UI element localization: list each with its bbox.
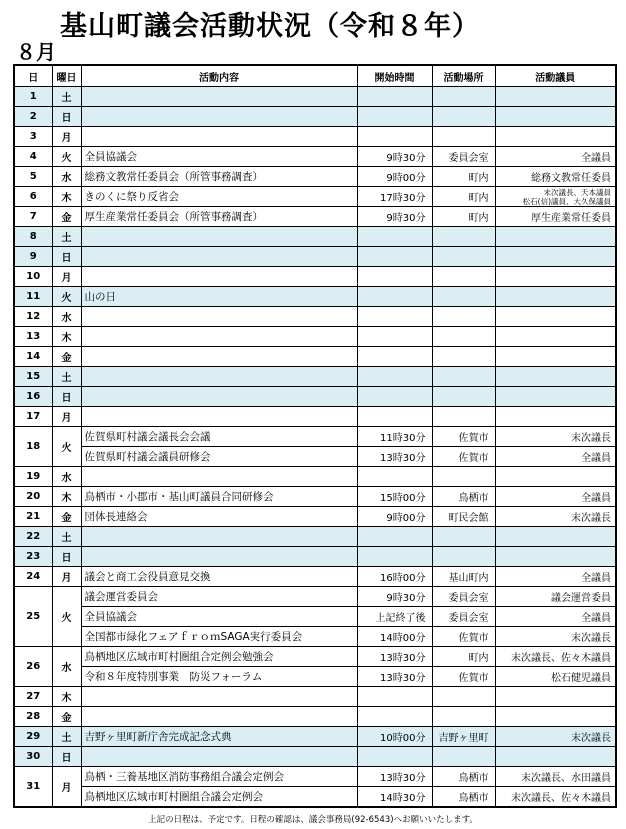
members-cell xyxy=(495,407,616,427)
start-time-cell xyxy=(357,687,432,707)
activity-cell xyxy=(81,547,357,567)
activity-cell xyxy=(81,707,357,727)
place-cell: 基山町内 xyxy=(432,567,495,587)
place-cell xyxy=(432,527,495,547)
place-cell xyxy=(432,247,495,267)
table-row xyxy=(14,147,616,167)
table-row xyxy=(14,387,616,407)
day-cell: 22 xyxy=(14,527,52,547)
members-cell xyxy=(495,87,616,107)
day-cell: 4 xyxy=(14,147,52,167)
place-cell xyxy=(432,387,495,407)
day-cell: 25 xyxy=(14,587,52,647)
activity-cell xyxy=(81,327,357,347)
weekday-cell: 木 xyxy=(52,687,81,707)
day-cell: 11 xyxy=(14,287,52,307)
members-cell: 全議員 xyxy=(495,607,616,627)
activity-cell xyxy=(81,307,357,327)
table-row xyxy=(14,747,616,767)
place-cell: 鳥栖市 xyxy=(432,767,495,787)
place-cell: 鳥栖市 xyxy=(432,487,495,507)
day-cell: 1 xyxy=(14,87,52,107)
weekday-cell: 日 xyxy=(52,107,81,127)
weekday-cell: 水 xyxy=(52,467,81,487)
start-time-cell: 14時30分 xyxy=(357,787,432,808)
place-cell xyxy=(432,707,495,727)
start-time-cell xyxy=(357,407,432,427)
day-cell: 5 xyxy=(14,167,52,187)
start-time-cell: 13時30分 xyxy=(357,447,432,467)
table-row xyxy=(14,687,616,707)
weekday-cell: 木 xyxy=(52,487,81,507)
table-row xyxy=(14,427,616,447)
start-time-cell: 13時30分 xyxy=(357,647,432,667)
members-cell xyxy=(495,187,616,207)
weekday-cell: 土 xyxy=(52,527,81,547)
table-row xyxy=(14,787,616,808)
day-cell: 21 xyxy=(14,507,52,527)
weekday-cell: 金 xyxy=(52,707,81,727)
start-time-cell: 16時00分 xyxy=(357,567,432,587)
table-row xyxy=(14,667,616,687)
start-time-cell xyxy=(357,387,432,407)
table-row xyxy=(14,627,616,647)
day-cell: 9 xyxy=(14,247,52,267)
members-cell: 厚生産業常任委員 xyxy=(495,207,616,227)
weekday-cell: 日 xyxy=(52,747,81,767)
activity-cell: 山の日 xyxy=(81,287,357,307)
table-row xyxy=(14,507,616,527)
members-cell xyxy=(495,267,616,287)
header-members: 活動議員 xyxy=(495,65,616,87)
table-row xyxy=(14,187,616,207)
start-time-cell xyxy=(357,307,432,327)
place-cell: 町内 xyxy=(432,647,495,667)
start-time-cell: 13時30分 xyxy=(357,667,432,687)
weekday-cell: 土 xyxy=(52,227,81,247)
members-cell xyxy=(495,467,616,487)
activity-cell: 団体長連絡会 xyxy=(81,507,357,527)
table-row xyxy=(14,567,616,587)
members-cell xyxy=(495,347,616,367)
start-time-cell: 9時30分 xyxy=(357,147,432,167)
table-row xyxy=(14,87,616,107)
members-cell: 総務文教常任委員 xyxy=(495,167,616,187)
header-activity: 活動内容 xyxy=(81,65,357,87)
day-cell: 28 xyxy=(14,707,52,727)
members-cell: 全議員 xyxy=(495,487,616,507)
start-time-cell xyxy=(357,547,432,567)
day-cell: 8 xyxy=(14,227,52,247)
members-line: 松石(信)議員、大久保議員 xyxy=(522,196,611,206)
members-cell xyxy=(495,227,616,247)
start-time-cell: 11時30分 xyxy=(357,427,432,447)
place-cell xyxy=(432,467,495,487)
place-cell: 鳥栖市 xyxy=(432,787,495,808)
table-row xyxy=(14,547,616,567)
table-row xyxy=(14,207,616,227)
place-cell: 町内 xyxy=(432,187,495,207)
table-row xyxy=(14,247,616,267)
activity-cell xyxy=(81,407,357,427)
start-time-cell xyxy=(357,367,432,387)
table-row xyxy=(14,447,616,467)
table-row xyxy=(14,587,616,607)
table-row xyxy=(14,407,616,427)
members-cell xyxy=(495,127,616,147)
day-cell: 15 xyxy=(14,367,52,387)
start-time-cell xyxy=(357,747,432,767)
start-time-cell xyxy=(357,107,432,127)
weekday-cell: 金 xyxy=(52,347,81,367)
activity-cell xyxy=(81,747,357,767)
activity-cell xyxy=(81,367,357,387)
members-cell xyxy=(495,527,616,547)
members-cell xyxy=(495,707,616,727)
day-cell: 7 xyxy=(14,207,52,227)
place-cell: 委員会室 xyxy=(432,607,495,627)
start-time-cell xyxy=(357,527,432,547)
activity-cell: きのくに祭り反省会 xyxy=(81,187,357,207)
activity-cell xyxy=(81,87,357,107)
start-time-cell xyxy=(357,467,432,487)
place-cell xyxy=(432,747,495,767)
place-cell xyxy=(432,87,495,107)
activity-cell: 鳥栖地区広域市町村圏組合定例会勉強会 xyxy=(81,647,357,667)
members-cell: 全議員 xyxy=(495,567,616,587)
members-cell xyxy=(495,387,616,407)
members-cell: 全議員 xyxy=(495,447,616,467)
day-cell: 23 xyxy=(14,547,52,567)
activity-cell: 厚生産業常任委員会（所管事務調査） xyxy=(81,207,357,227)
place-cell: 委員会室 xyxy=(432,587,495,607)
activity-cell xyxy=(81,387,357,407)
members-cell xyxy=(495,747,616,767)
start-time-cell xyxy=(357,127,432,147)
activity-cell xyxy=(81,467,357,487)
weekday-cell: 月 xyxy=(52,767,81,808)
footer-note: 上記の日程は、予定です。日程の確認は、議会事務局(92-6543)へお願いいたします。 xyxy=(148,815,478,825)
weekday-cell: 木 xyxy=(52,187,81,207)
activity-cell: 全国都市緑化フェアｆｒｏｍSAGA実行委員会 xyxy=(81,627,357,647)
table-row xyxy=(14,467,616,487)
table-row xyxy=(14,367,616,387)
table-row xyxy=(14,347,616,367)
members-cell: 末次議長、佐々木議員 xyxy=(495,787,616,808)
place-cell xyxy=(432,267,495,287)
activity-cell: 令和８年度特別事業 防災フォーラム xyxy=(81,667,357,687)
day-cell: 13 xyxy=(14,327,52,347)
table-row xyxy=(14,767,616,787)
weekday-cell: 土 xyxy=(52,87,81,107)
start-time-cell xyxy=(357,87,432,107)
table-row xyxy=(14,527,616,547)
start-time-cell: 13時30分 xyxy=(357,767,432,787)
activity-cell: 総務文教常任委員会（所管事務調査） xyxy=(81,167,357,187)
place-cell xyxy=(432,547,495,567)
members-cell: 末次議長、佐々木議員 xyxy=(495,647,616,667)
activity-cell: 鳥栖・三養基地区消防事務組合議会定例会 xyxy=(81,767,357,787)
place-cell xyxy=(432,407,495,427)
weekday-cell: 火 xyxy=(52,287,81,307)
weekday-cell: 日 xyxy=(52,387,81,407)
place-cell xyxy=(432,687,495,707)
activity-cell xyxy=(81,267,357,287)
place-cell xyxy=(432,107,495,127)
start-time-cell xyxy=(357,227,432,247)
table-row xyxy=(14,287,616,307)
place-cell xyxy=(432,287,495,307)
start-time-cell: 9時30分 xyxy=(357,207,432,227)
place-cell: 町内 xyxy=(432,207,495,227)
weekday-cell: 火 xyxy=(52,587,81,647)
header-weekday: 曜日 xyxy=(52,65,81,87)
start-time-cell: 15時00分 xyxy=(357,487,432,507)
table-row xyxy=(14,327,616,347)
members-cell xyxy=(495,307,616,327)
day-cell: 6 xyxy=(14,187,52,207)
activity-cell: 全員協議会 xyxy=(81,147,357,167)
table-row xyxy=(14,167,616,187)
weekday-cell: 日 xyxy=(52,247,81,267)
place-cell: 佐賀市 xyxy=(432,627,495,647)
activity-cell xyxy=(81,527,357,547)
start-time-cell xyxy=(357,707,432,727)
weekday-cell: 火 xyxy=(52,427,81,467)
day-cell: 29 xyxy=(14,727,52,747)
day-cell: 3 xyxy=(14,127,52,147)
members-cell xyxy=(495,287,616,307)
day-cell: 30 xyxy=(14,747,52,767)
activity-cell: 議会運営委員会 xyxy=(81,587,357,607)
day-cell: 2 xyxy=(14,107,52,127)
weekday-cell: 金 xyxy=(52,207,81,227)
activity-cell: 鳥栖地区広域市町村圏組合議会定例会 xyxy=(81,787,357,808)
weekday-cell: 木 xyxy=(52,327,81,347)
place-cell: 佐賀市 xyxy=(432,447,495,467)
weekday-cell: 水 xyxy=(52,167,81,187)
header-place: 活動場所 xyxy=(432,65,495,87)
weekday-cell: 土 xyxy=(52,727,81,747)
day-cell: 20 xyxy=(14,487,52,507)
month-label: ８月 xyxy=(16,40,56,64)
members-cell: 末次議長 xyxy=(495,727,616,747)
header-start-time: 開始時間 xyxy=(357,65,432,87)
place-cell xyxy=(432,327,495,347)
start-time-cell xyxy=(357,347,432,367)
day-cell: 16 xyxy=(14,387,52,407)
day-cell: 17 xyxy=(14,407,52,427)
day-cell: 14 xyxy=(14,347,52,367)
members-cell xyxy=(495,687,616,707)
start-time-cell: 9時00分 xyxy=(357,167,432,187)
table-row xyxy=(14,647,616,667)
weekday-cell: 土 xyxy=(52,367,81,387)
table-row xyxy=(14,707,616,727)
weekday-cell: 月 xyxy=(52,267,81,287)
start-time-cell: 17時30分 xyxy=(357,187,432,207)
place-cell: 佐賀市 xyxy=(432,427,495,447)
members-cell xyxy=(495,107,616,127)
day-cell: 24 xyxy=(14,567,52,587)
activity-cell: 佐賀県町村議会議長会会議 xyxy=(81,427,357,447)
table-row xyxy=(14,727,616,747)
weekday-cell: 月 xyxy=(52,407,81,427)
place-cell xyxy=(432,347,495,367)
day-cell: 26 xyxy=(14,647,52,687)
day-cell: 31 xyxy=(14,767,52,808)
weekday-cell: 水 xyxy=(52,307,81,327)
start-time-cell: 10時00分 xyxy=(357,727,432,747)
members-cell xyxy=(495,367,616,387)
members-cell: 議会運営委員 xyxy=(495,587,616,607)
start-time-cell: 14時00分 xyxy=(357,627,432,647)
table-row xyxy=(14,487,616,507)
members-cell: 末次議長、水田議員 xyxy=(495,767,616,787)
weekday-cell: 月 xyxy=(52,567,81,587)
table-row xyxy=(14,107,616,127)
members-cell: 末次議長 xyxy=(495,427,616,447)
members-cell xyxy=(495,547,616,567)
day-cell: 19 xyxy=(14,467,52,487)
start-time-cell xyxy=(357,327,432,347)
members-line: 末次議長、天本議員 xyxy=(543,187,611,197)
activity-table xyxy=(13,64,617,808)
activity-cell xyxy=(81,107,357,127)
table-body xyxy=(14,87,616,808)
place-cell: 町内 xyxy=(432,167,495,187)
table-row xyxy=(14,607,616,627)
activity-cell: 鳥栖市・小郡市・基山町議員合同研修会 xyxy=(81,487,357,507)
activity-cell: 全員協議会 xyxy=(81,607,357,627)
activity-cell xyxy=(81,347,357,367)
members-cell: 全議員 xyxy=(495,147,616,167)
members-cell: 末次議長 xyxy=(495,627,616,647)
activity-cell: 吉野ヶ里町新庁舎完成記念式典 xyxy=(81,727,357,747)
start-time-cell: 9時30分 xyxy=(357,587,432,607)
activity-cell xyxy=(81,127,357,147)
table-row xyxy=(14,307,616,327)
place-cell: 委員会室 xyxy=(432,147,495,167)
start-time-cell xyxy=(357,247,432,267)
page-title: 基山町議会活動状況（令和８年） xyxy=(60,11,480,42)
start-time-cell xyxy=(357,267,432,287)
members-cell: 末次議長 xyxy=(495,507,616,527)
members-cell: 松石健児議員 xyxy=(495,667,616,687)
activity-cell: 議会と商工会役員意見交換 xyxy=(81,567,357,587)
table-row xyxy=(14,227,616,247)
header-day: 日 xyxy=(14,65,52,87)
activity-cell xyxy=(81,687,357,707)
table-row xyxy=(14,127,616,147)
activity-cell xyxy=(81,227,357,247)
activity-cell xyxy=(81,247,357,267)
weekday-cell: 水 xyxy=(52,647,81,687)
members-cell xyxy=(495,327,616,347)
weekday-cell: 月 xyxy=(52,127,81,147)
day-cell: 12 xyxy=(14,307,52,327)
place-cell: 町民会館 xyxy=(432,507,495,527)
activity-cell: 佐賀県町村議会議員研修会 xyxy=(81,447,357,467)
place-cell xyxy=(432,127,495,147)
start-time-cell: 9時00分 xyxy=(357,507,432,527)
table-row xyxy=(14,267,616,287)
start-time-cell: 上記終了後 xyxy=(357,607,432,627)
place-cell: 吉野ヶ里町 xyxy=(432,727,495,747)
place-cell: 佐賀市 xyxy=(432,667,495,687)
table-header-row xyxy=(14,65,616,87)
members-cell xyxy=(495,247,616,267)
day-cell: 10 xyxy=(14,267,52,287)
start-time-cell xyxy=(357,287,432,307)
place-cell xyxy=(432,367,495,387)
place-cell xyxy=(432,307,495,327)
day-cell: 18 xyxy=(14,427,52,467)
weekday-cell: 金 xyxy=(52,507,81,527)
weekday-cell: 日 xyxy=(52,547,81,567)
day-cell: 27 xyxy=(14,687,52,707)
place-cell xyxy=(432,227,495,247)
weekday-cell: 火 xyxy=(52,147,81,167)
